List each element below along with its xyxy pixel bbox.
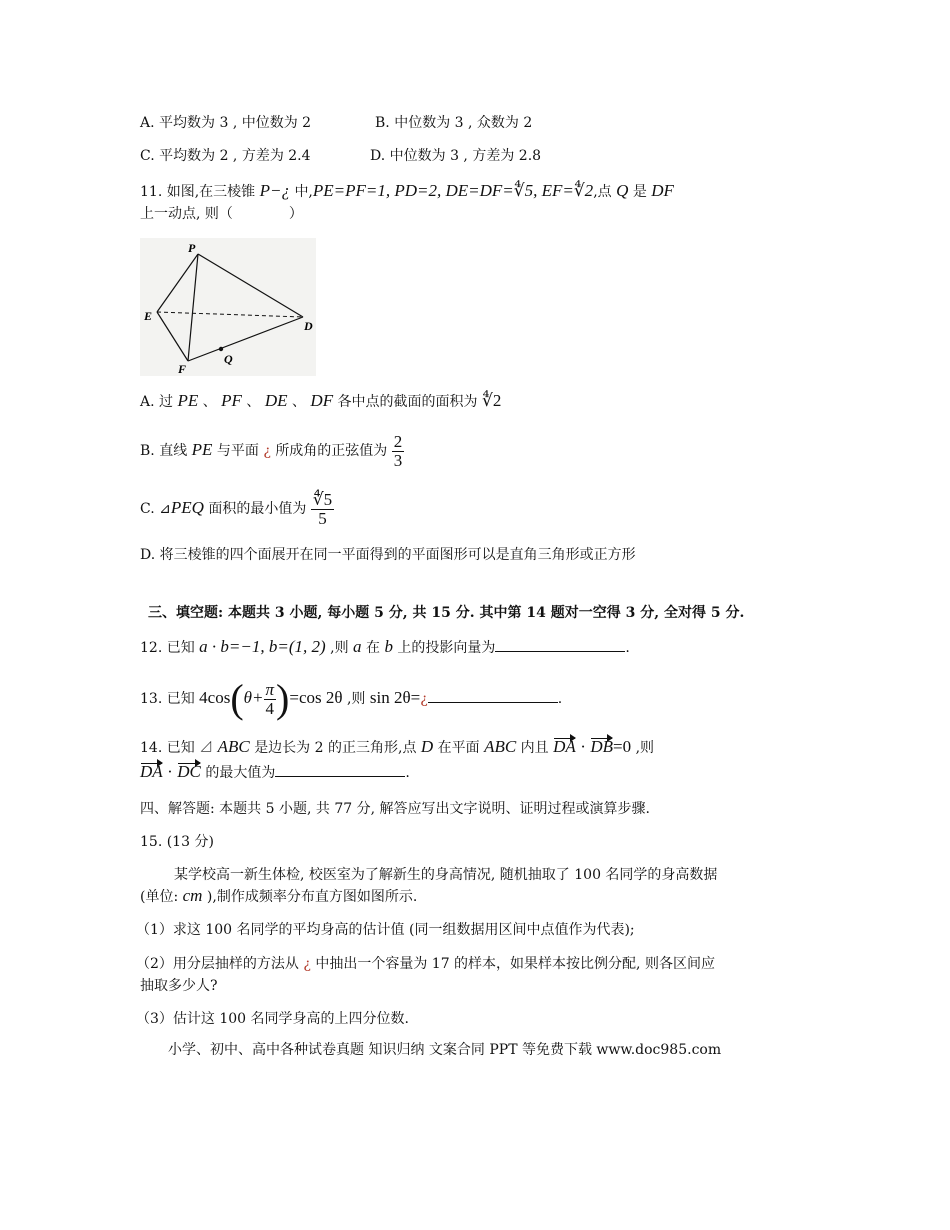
q11-point-text: ,点: [593, 184, 612, 200]
q13: [140, 676, 562, 721]
q11-a-sep1: 、: [202, 394, 217, 410]
q12-expr: a · b=−1, b=(1, 2): [199, 637, 326, 656]
q15-subquestion-2-cont: 抽取多少人?: [140, 978, 218, 994]
q14-vector-dc: DC: [177, 762, 201, 781]
q15-unit-cm: cm: [182, 886, 203, 905]
q10-option-c: C. 平均数为 2 , 方差为 2.4: [140, 148, 311, 164]
q14-abc2: ABC: [484, 737, 517, 756]
q11-mid: 中,: [294, 184, 313, 200]
q12-b: b: [384, 637, 393, 656]
label-p: P: [188, 241, 196, 255]
q15-p2-pre: (单位:: [140, 889, 183, 905]
q12-mid: ,则: [330, 640, 349, 656]
q11-option-a: [140, 391, 501, 412]
q14-dot: ·: [580, 737, 586, 756]
q11-b-pre: B. 直线: [140, 443, 188, 459]
q15-s2-pre: （2）用分层抽样的方法从: [136, 956, 299, 972]
q13-theta: θ+: [243, 688, 264, 707]
q12: [140, 637, 630, 658]
q11-point-q: Q: [616, 181, 629, 200]
q13-4cos: 4cos: [199, 688, 231, 707]
q14-abc: ABC: [217, 737, 250, 756]
q10-option-b: B. 中位数为 3 , 众数为 2: [375, 115, 533, 131]
q14-answer-blank: [275, 762, 405, 777]
pyramid-figure: [140, 238, 316, 376]
q11-option-b: [140, 430, 404, 471]
q14-eq0: =0: [613, 737, 632, 756]
q11-a-pe: PE: [177, 391, 199, 410]
q11-a-df: DF: [310, 391, 334, 410]
q13-answer-blank: [428, 688, 558, 703]
q15-paragraph-1: 某学校高一新生体检, 校医室为了解新生的身高情况, 随机抽取了 100 名同学的身高数据: [174, 867, 718, 883]
q13-four: 4: [264, 699, 277, 718]
q11-lead: 11. 如图,在三棱锥: [140, 184, 256, 200]
q11-stem-line1: [140, 181, 674, 202]
q14-line1: [140, 737, 654, 758]
q13-pi: π: [265, 679, 275, 699]
q11-a-pf: PF: [221, 391, 242, 410]
q13-then: ,则: [346, 691, 366, 707]
q13-pre: 13. 已知: [140, 691, 195, 707]
section4-heading: 四、解答题: 本题共 5 小题, 共 77 分, 解答应写出文字说明、证明过程或演算步骤.: [140, 801, 650, 817]
q15-subquestion-2: [136, 954, 715, 974]
q12-pre: 12. 已知: [140, 640, 195, 656]
q14-vector-db: DB: [590, 737, 614, 756]
q15-s2-red-mark: ¿: [303, 956, 311, 972]
q13-rhs: =cos 2θ: [289, 688, 343, 707]
q14-triangle: ⊿: [199, 740, 214, 756]
q15-subquestion-1: （1）求这 100 名同学的平均身高的估计值 (同一组数据用区间中点值作为代表);: [136, 922, 635, 938]
q11-a-sep2: 、: [246, 394, 261, 410]
q11-c-peq: PEQ: [170, 498, 204, 517]
q11-b-den: 3: [393, 450, 403, 470]
q15-s2-post: 中抽出一个容量为 17 的样本，如果样本按比例分配, 则各区间应: [315, 956, 715, 972]
q11-c-num: ∜5: [312, 489, 333, 509]
q13-rparen: ): [276, 676, 290, 721]
q11-is: 是: [632, 184, 647, 200]
q11-c-fraction: [311, 491, 334, 528]
q11-a-value: ∜2: [482, 391, 502, 410]
q11-line-df: DF: [651, 181, 674, 200]
q14-vector-da-2: DA: [140, 762, 163, 781]
q13-end: .: [557, 691, 563, 707]
q14-inplane: 在平面: [437, 740, 480, 756]
q13-pi-over-4: [264, 681, 277, 718]
q15-p2-post: ),制作成频率分布直方图如图所示.: [202, 889, 418, 905]
pyramid-diagram: [140, 238, 316, 376]
q11-option-d: D. 将三棱锥的四个面展开在同一平面得到的平面图形可以是直角三角形或正方形: [140, 547, 636, 563]
q14-end: .: [405, 765, 410, 781]
q11-b-num: 2: [393, 431, 403, 451]
q11-stem-line2: 上一动点, 则（ ）: [140, 206, 303, 222]
label-d: D: [304, 319, 313, 333]
q15-subquestion-3: （3）估计这 100 名同学身高的上四分位数.: [136, 1011, 409, 1027]
label-f: F: [178, 362, 187, 376]
section3-heading: 三、填空题: 本题共 3 小题, 每小题 5 分, 共 15 分. 其中第 14 题对一空得 3 分, 全对得 5 分.: [148, 605, 745, 621]
q12-post: 上的投影向量为: [397, 640, 496, 656]
q13-red-mark: ¿: [420, 691, 428, 707]
q14-inside: 内且: [520, 740, 549, 756]
q11-expr2: PE=PF=1, PD=2, DE=DF=∜5, EF=∜2: [312, 181, 594, 200]
q14-mid: 是边长为 2 的正三角形,点: [254, 740, 417, 756]
label-e: E: [144, 309, 153, 323]
q11-c-den: 5: [311, 509, 334, 528]
q14-dot-2: ·: [167, 762, 173, 781]
q11-c-post: 面积的最小值为: [208, 501, 307, 517]
label-q: Q: [224, 352, 233, 366]
q13-sin: sin 2θ=: [369, 688, 421, 707]
q14-pre: 14. 已知: [140, 740, 195, 756]
q15-paragraph-2: [140, 886, 417, 907]
q12-on: 在: [365, 640, 380, 656]
q14-post: 的最大值为: [205, 765, 276, 781]
q11-option-c: [140, 486, 334, 531]
q14-line2: [140, 762, 410, 783]
page-footer: 小学、初中、高中各种试卷真题 知识归纳 文案合同 PPT 等免费下载 www.doc985.com: [168, 1042, 722, 1058]
q11-a-de: DE: [264, 391, 288, 410]
q11-expr1: P−¿: [259, 181, 290, 200]
q11-b-mid: 与平面: [216, 443, 259, 459]
q12-answer-blank: [495, 637, 625, 652]
q11-a-pre: A. 过: [140, 394, 174, 410]
q11-b-post: 所成角的正弦值为: [275, 443, 388, 459]
q13-lparen: (: [230, 676, 244, 721]
q11-a-sep3: 、: [291, 394, 306, 410]
q10-option-a: A. 平均数为 3 , 中位数为 2: [140, 115, 312, 131]
q12-a: a: [353, 637, 362, 656]
q14-vector-da: DA: [553, 737, 576, 756]
q14-d: D: [420, 737, 434, 756]
q14-then: ,则: [635, 740, 655, 756]
q11-c-pre: C. ⊿: [140, 501, 171, 517]
q11-b-fraction: [392, 433, 405, 470]
q11-b-red-mark: ¿: [263, 443, 271, 459]
q15-heading: 15. (13 分): [140, 834, 214, 850]
q12-end: .: [625, 640, 630, 656]
q11-b-pe: PE: [191, 440, 213, 459]
q11-a-post: 各中点的截面的面积为: [337, 394, 478, 410]
q10-option-d: D. 中位数为 3 , 方差为 2.8: [370, 148, 542, 164]
